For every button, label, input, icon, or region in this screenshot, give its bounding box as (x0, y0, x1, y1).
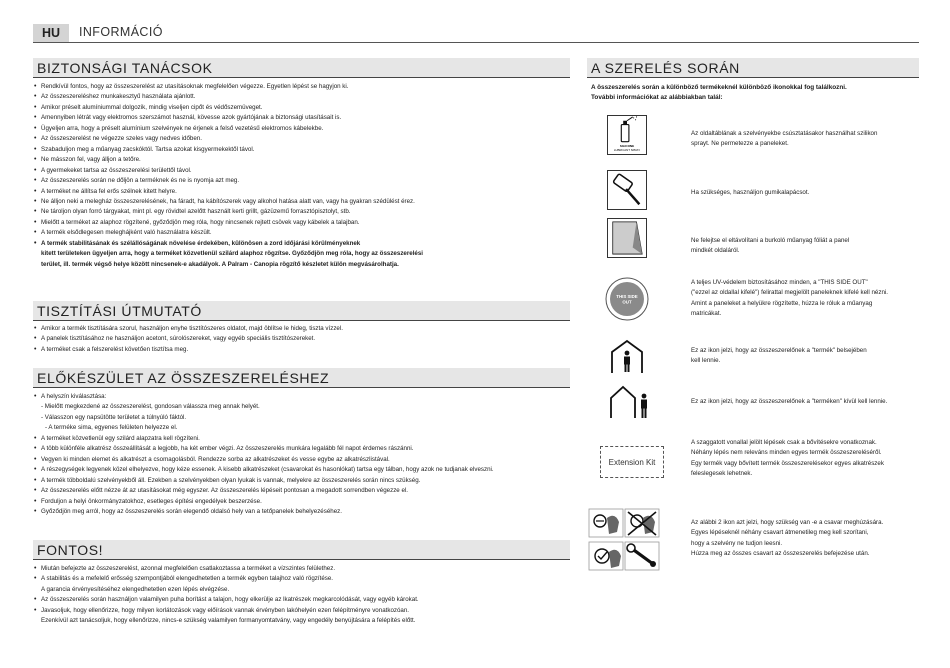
peel-film-icon (607, 218, 647, 258)
extension-kit-icon: Extension Kit (600, 446, 664, 478)
row-line: mindkét oldaláról. (691, 247, 740, 255)
row-line: Ez az ikon jelzi, hogy az összeszerelőnek a "termék" belsejében (691, 347, 867, 354)
list-item: • Az összeszerelés során használjon valamilyen puha borítást a talajon, hogy elkerülje az lkatrészek megkarcolódását, vagy egyéb károkat. (33, 595, 570, 605)
screw-cross-icon (625, 509, 659, 537)
important-list (33, 564, 570, 627)
intro-line: A összeszerelés során a különböző termékeknél különböző ikonokkal fog találkozni. (591, 84, 847, 91)
list-item: • Ügyeljen arra, hogy a préselt alumínium szelvények ne érjenek a felső vezetésű elektromos kábelekbe. (33, 124, 570, 134)
screw-hand-icon (589, 509, 623, 537)
list-item: • Az összeszerelés során ne dőljön a terméknek és ne is nyomja azt meg. (33, 176, 570, 186)
list-item: • Vegyen ki minden elemet és alkatrészt a csomagolásból. Rendezze sorba az alkatrészeket és vesse egybe az alkatrészlistával. (33, 455, 570, 465)
important-section (33, 540, 570, 627)
row-text (691, 397, 919, 407)
list-item: • Forduljon a helyi önkormányzatokhoz, esetleges építési engedélyek beszerzése. (33, 497, 570, 507)
cleaning-list (33, 324, 570, 355)
section-title: ELŐKÉSZÜLET AZ ÖSSZESZERELÉSHEZ (33, 368, 570, 388)
list-item-continuation: terület, ill. termék végső helye között nincsenek-e akadályok. A Palram - Canopia rögzítő készletet külön megvásárolhatja. (41, 260, 399, 268)
this-side-label-2: OUT (622, 299, 632, 305)
silicone-label-1: SILICONE (619, 143, 635, 148)
list-item: • Javasoljuk, hogy ellenőrizze, hogy milyen korlátozások vagy előírások vannak érvényben lakóhelyén ezen felépítményre vonatkozóan. (33, 606, 570, 616)
row-text (691, 346, 919, 367)
row-line: A szaggatott vonallal jelölt lépések csak a bővítésekre vonatkoznak. (691, 439, 877, 446)
wrench-icon (625, 542, 659, 570)
cleaning-section (33, 301, 570, 355)
intro-line: További információkat az alábbiakban talál: (591, 94, 723, 101)
safety-section (33, 58, 570, 270)
person-inside-icon (609, 338, 645, 374)
preparation-section (33, 368, 570, 517)
preparation-list (33, 392, 570, 517)
icon-row-outside (587, 384, 919, 424)
row-line: Ez az ikon jelzi, hogy az összeszerelőnek a "terméken" kívül kell lennie. (691, 398, 888, 405)
list-item: • Ne tároljon olyan forró tárgyakat, mint pl. egy rövidtel azelőtt használt kerti grillt, gázüzemű forrasztópisztolyt, stb. (33, 207, 570, 217)
row-line: ("ezzel az oldallal kifelé") felirattal megjelölt paneleknek kifelé kell nézni. (691, 289, 888, 297)
list-subitem: - Válasszon egy napsütötte területet a túlnyúló fáktól. (41, 413, 187, 421)
row-line: Húzza meg az összes csavart az összeszerelés befejezése után. (691, 550, 870, 558)
section-title: BIZTONSÁGI TANÁCSOK (33, 58, 570, 78)
icon-rows (587, 58, 919, 618)
row-text (691, 278, 919, 320)
list-item: • Ne álljon neki a melegház összeszerelésének, ha fáradt, ha kábítószerek vagy alkohol hatása alatt van, vagy ha gyakran szédülést érez. (33, 197, 570, 207)
page-header (33, 24, 919, 43)
icon-row-extension (587, 438, 919, 488)
list-item: • A több különféle alkatrész összeállítását a legjobb, ha két ember végzi. Az összeszerelés munkára legalább fél napot érdemes rászánni. (33, 444, 570, 454)
row-line: Néhány lépés nem releváns minden egyes termék összeszereléséről. (691, 449, 882, 457)
row-text (691, 438, 919, 480)
list-item: • A panelek tisztításához ne használjon acetont, súrolószereket, vagy egyéb speciális tisztítószereket. (33, 334, 570, 344)
list-item: • A terméket közvetlenül egy szilárd alapzatra kell rögzíteni. (33, 434, 570, 444)
this-side-label-1: THIS SIDE (616, 294, 638, 299)
silicone-label-2: LUBRICANT SPRAY (613, 148, 641, 153)
row-line: Az alábbi 2 ikon azt jelzi, hogy szükség van -e a csavar meghúzására. (691, 519, 884, 526)
list-item: • Szabaduljon meg a műanyag zacskóktól. Tartsa azokat kisgyermekektől távol. (33, 145, 570, 155)
list-item: • Az összeszereléshez munkakesztyű használata ajánlott. (33, 92, 570, 102)
list-item: • A terméket ne állítsa fel erős szélnek kitett helyre. (33, 187, 570, 197)
list-item: • A gyermekeket tartsa az összeszerelési területtől távol. (33, 166, 570, 176)
icon-row-silicone (587, 115, 919, 165)
silicone-spray-icon (607, 115, 647, 155)
list-item: • A termék többoldalú szelvényekből áll. Ezekben a szelvényekben olyan lyukak is vannak, melyekre az összeszerelés során nincs szükség. (33, 476, 570, 486)
list-item: • Az összeszerelés előtt nézze át az utasításokat még egyszer. Az összeszerelés lépéseit pontosan a megadott sorrendben végezze el. (33, 486, 570, 496)
screw-icons-graphic (587, 506, 667, 574)
list-item-bold: • A termék stabilitásának és szélállóságának növelése érdekében, különösen a zord időjárási körülményeknek (33, 239, 570, 249)
safety-list (33, 82, 570, 270)
icon-row-screws (587, 506, 919, 578)
row-text (691, 518, 919, 560)
list-subitem: - Mielőtt megkezdené az összeszerelést, gondosan válassza meg annak helyét. (41, 403, 260, 411)
screw-check-icon (589, 542, 623, 570)
row-line: Ha szükséges, használjon gumikalapácsot. (691, 189, 810, 196)
list-item: • A termék elsődlegesen meleghájként való használatra készült. (33, 228, 570, 238)
person-outside-icon (609, 384, 653, 420)
icon-row-this-side-out (587, 275, 919, 333)
icon-row-film (587, 218, 919, 262)
this-side-out-icon (605, 277, 649, 321)
list-item: • A helyszín kiválasztása: (33, 392, 570, 402)
language-badge: HU (33, 24, 69, 42)
list-item-continuation: kitett területeken ügyeljen arra, hogy a terméket közvetlenül szilárd alaphoz rögzítse. Győződjön meg róla, hogy az összeszerelési (41, 250, 424, 258)
row-line: Ne felejtse el eltávolítani a burkoló műanyag fóliát a panel (691, 237, 850, 244)
row-line: feleslegesek lehetnek. (691, 470, 753, 478)
row-line: Az oldaltáblának a szelvényekbe csúsztatásakor használhat szilikon (691, 130, 878, 137)
list-item: • Győződjön meg arról, hogy az összeszerelés során elegendő oldalsó hely van a tetőpanelek behelyezéséhez. (33, 507, 570, 517)
list-subitem: - A terméke sima, egyenes felületen helyezze el. (45, 424, 178, 432)
row-text (691, 188, 919, 198)
list-item: • A stabilitás és a mefelelő erősség szempontjából elengedhetetlen a termék egyben talajhoz való rögzítése. (33, 574, 570, 584)
rubber-mallet-icon (607, 170, 647, 210)
row-line: hogy a szelvény ne tudjon leesni. (691, 539, 783, 547)
list-item: • A terméket csak a felszerelést követően tisztítsa meg. (33, 345, 570, 355)
list-item: • Amennyiben létrát vagy elektromos szerszámot használ, kövesse azok gyártójának a biztonsági utasításait is. (33, 113, 570, 123)
row-line: matricákat. (691, 310, 722, 318)
list-item: • Rendkívül fontos, hogy az összeszerelést az utasításoknak megfelelően végezze. Egyetlen lépést se hagyjon ki. (33, 82, 570, 92)
row-line: Egyes lépéseknél néhány csavart átmenetileg meg kell szorítani, (691, 529, 869, 537)
icon-row-mallet (587, 170, 919, 214)
row-line: A teljes UV-védelem biztosításához minden, a "THIS SIDE OUT" (691, 279, 868, 286)
section-title: FONTOS! (33, 540, 570, 560)
list-item: • Amikor a termék tisztítására szorul, használjon enyhe tisztítószeres oldatot, majd öblítse le hideg, tiszta vízzel. (33, 324, 570, 334)
screw-icons (587, 506, 667, 574)
row-line: Amint a paneleket a helyükre rögzítette, húzza le róluk a műanyag (691, 299, 873, 307)
section-title: TISZTÍTÁSI ÚTMUTATÓ (33, 301, 570, 321)
header-title: INFORMÁCIÓ (79, 25, 163, 39)
row-line: kell lennie. (691, 357, 721, 365)
list-item-continuation: Ezenkívül azt tanácsoljuk, hogy ellenőrizze, nincs-e szükség valamilyen formanyomtatvány, vagy engedély benyújtására a felépítés előtt. (41, 617, 416, 625)
icon-row-inside (587, 338, 919, 380)
list-item: • Miután befejezte az összeszerelést, azonnal megfelelően csatlakoztassa a terméket a vízszintes felülethez. (33, 564, 570, 574)
row-text (691, 236, 919, 257)
list-item: • Amikor préselt alumíniummal dolgozik, mindig viseljen cipőt és védőszemüveget. (33, 103, 570, 113)
row-line: Egy termék vagy bővített termék összeszerelésekor egyes alkatrészek (691, 459, 884, 467)
list-item: • Mielőtt a terméket az alaphoz rögzítené, győződjön meg róla, hogy nincsenek rejtett csövek vagy kábelek a talajban. (33, 218, 570, 228)
list-item-continuation: A garancia érvényesítéséhez elengedhetetlen ezen lépés elvégzése. (41, 585, 230, 593)
list-item: • A részegységek legyenek közel elhelyezve, hogy kéze essenek. A kisebb alkatrészeket (csavarokat és hasonlókat) tartsa egy tálban, hogy azok ne tudjanak elveszni. (33, 465, 570, 475)
list-item: • Ne másszon fel, vagy álljon a tetőre. (33, 155, 570, 165)
row-text (691, 129, 919, 150)
list-item: • Az összeszerelést ne végezze szeles vagy nedves időben. (33, 134, 570, 144)
section-title: A SZERELÉS SORÁN (587, 58, 919, 78)
row-line: sprayt. Ne permetezze a paneleket. (691, 140, 789, 148)
